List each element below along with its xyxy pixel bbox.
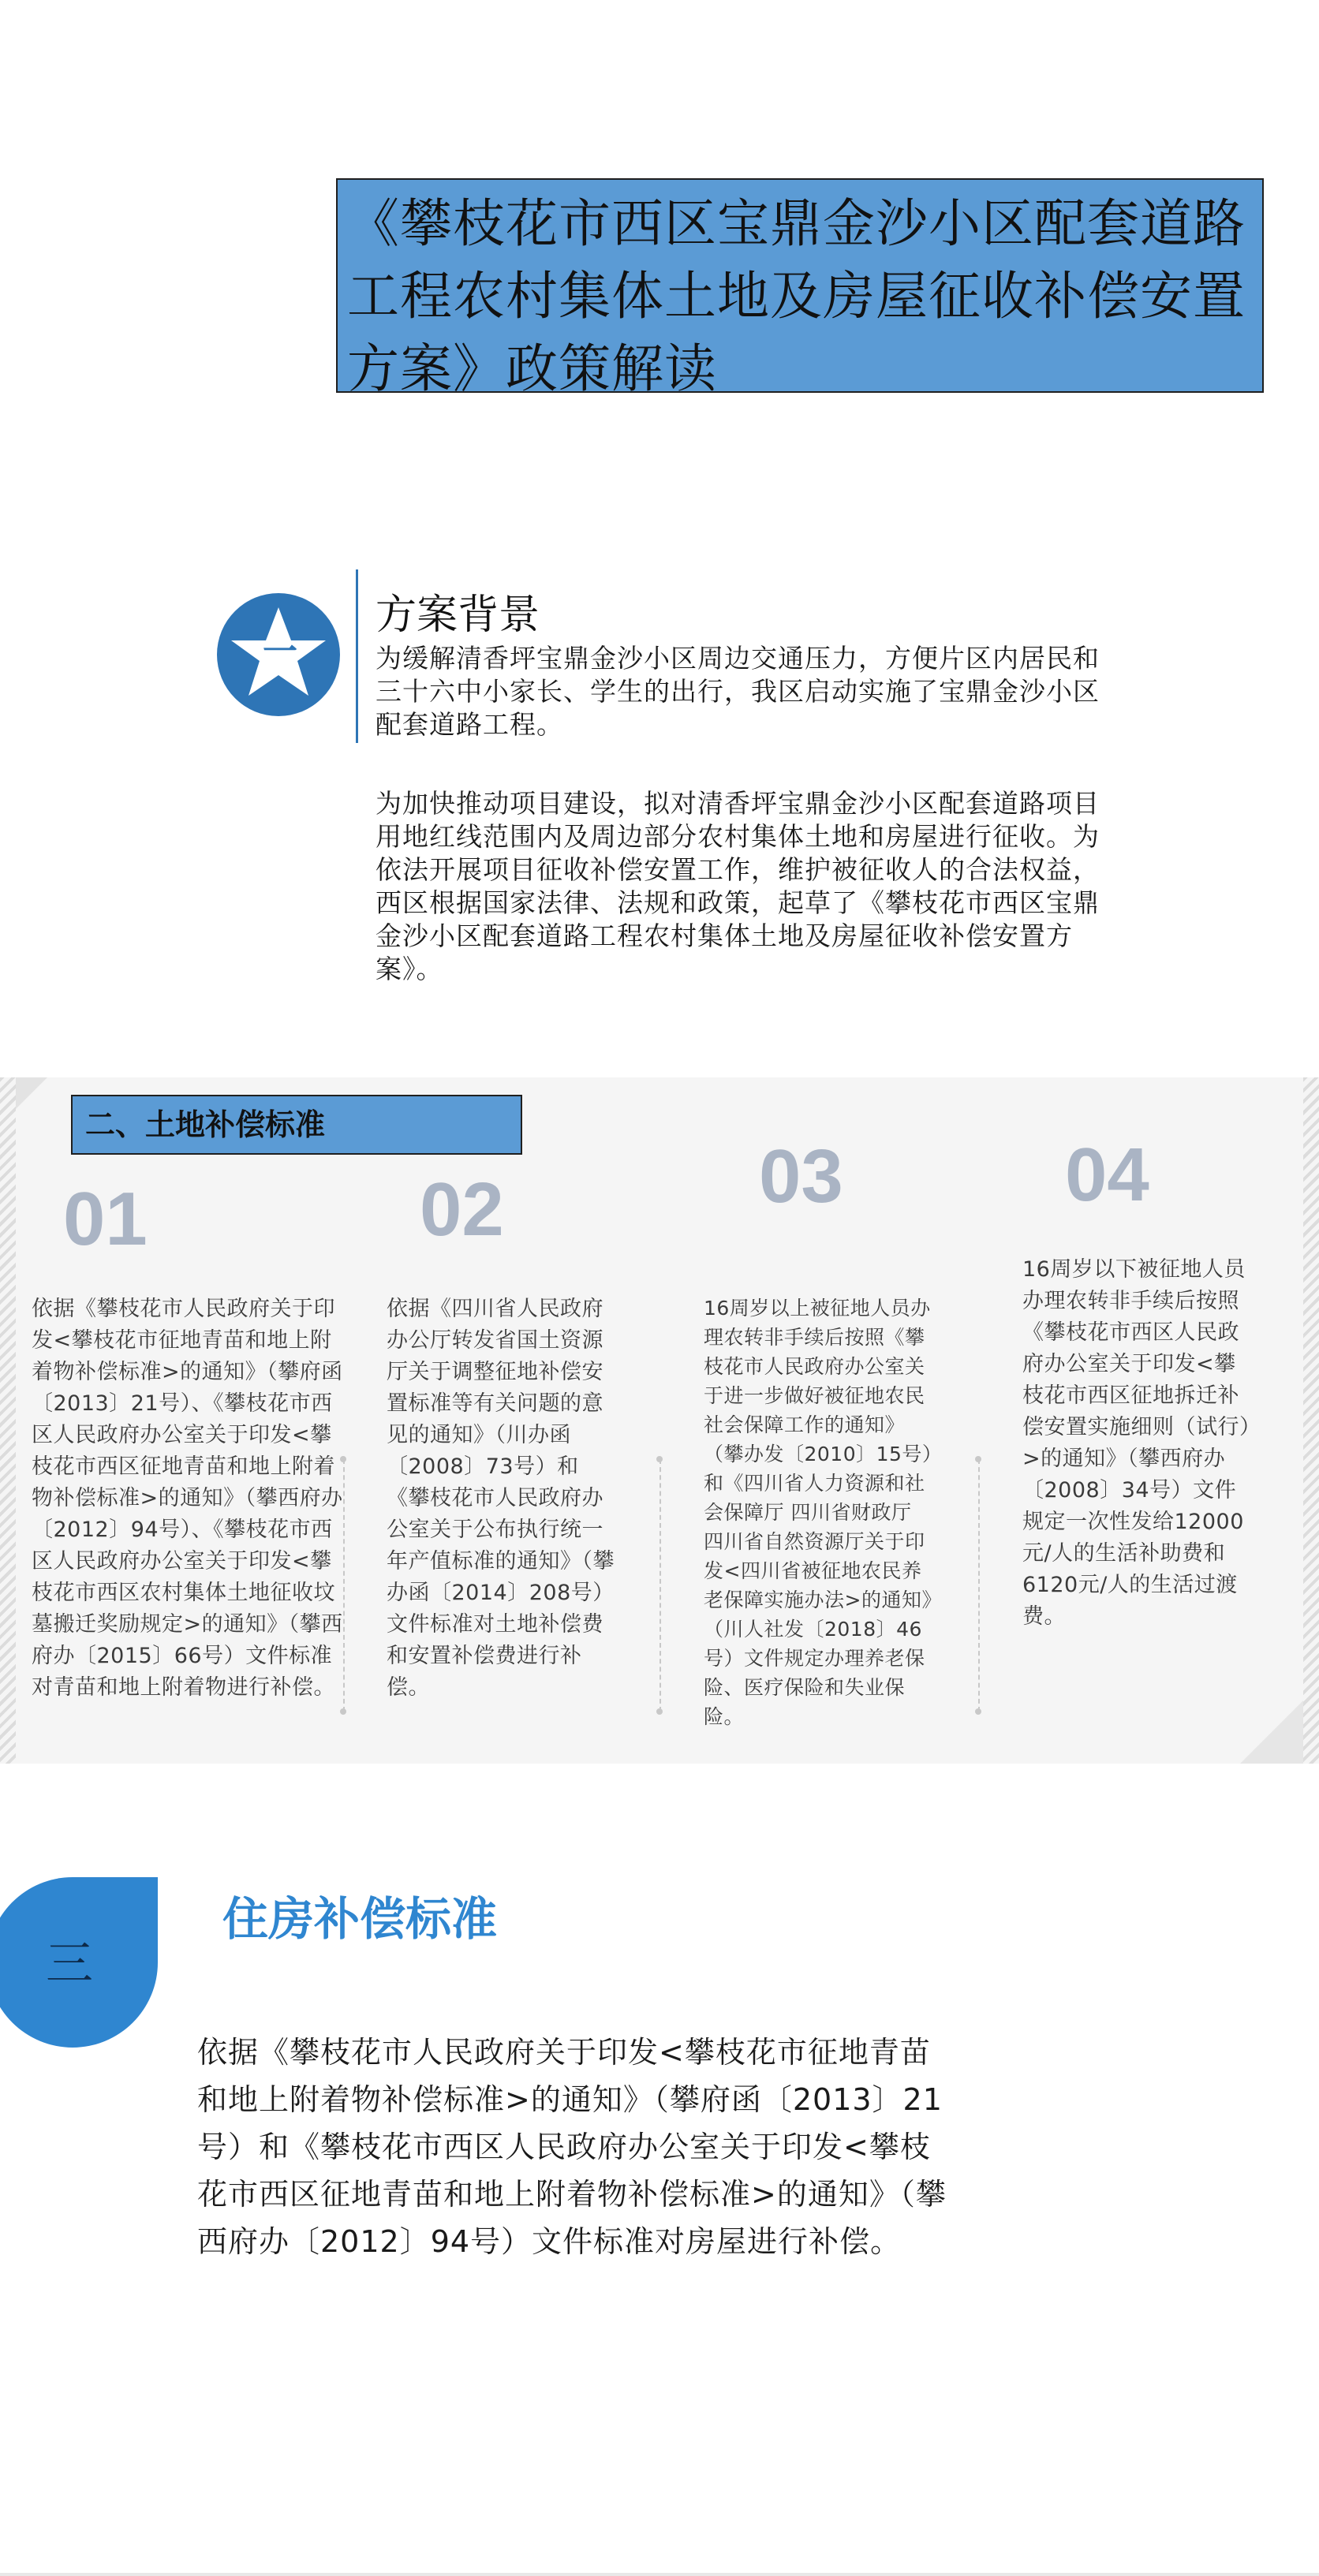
section1-divider [356, 569, 358, 743]
page-title: 《攀枝花市西区宝鼎金沙小区配套道路工程农村集体土地及房屋征收补偿安置方案》政策解读 [347, 193, 1246, 399]
band-stripe-right [1303, 1077, 1319, 1764]
column-number-01: 01 [63, 1177, 148, 1261]
column-text-04: 16周岁以下被征地人员办理农转非手续后按照《攀枝花市西区人民政府办公室关于印发<攀枝花市西区征地拆迁补偿安置实施细则（试行）>的通知》（攀西府办〔2008〕34号）文件规定一次性发给12000元/人的生活补助费和6120元/人的生活过渡费。 [1022, 1257, 1250, 1629]
section2-heading: 二、土地补偿标准 [71, 1095, 522, 1155]
column-number-04: 04 [1065, 1133, 1149, 1217]
column-text-01: 依据《攀枝花市人民政府关于印发<攀枝花市征地青苗和地上附着物补偿标准>的通知》（攀府函〔2013〕21号）、《攀枝花市西区人民政府办公室关于印发<攀枝花市西区征地青苗和地上附着物补偿标准>的通知》（攀西府办〔2012〕94号）、《攀枝花市西区人民政府办公室关于印发<攀枝花市西区农村集体土地征收坟墓搬迁奖励规定>的通知》（攀西府办〔2015〕66号）文件标准对青苗和地上附着物进行补偿。 [32, 1297, 343, 1700]
column-divider-2-dot-bottom [656, 1708, 663, 1715]
bottom-divider [0, 2573, 1319, 2576]
section3-heading: 住房补偿标准 [222, 1892, 498, 1946]
column-text-02: 依据《四川省人民政府办公厅转发省国土资源厅关于调整征地补偿安置标准等有关问题的意见的通知》（川办函〔2008〕73号）和《攀枝花市人民政府办公室关于公布执行统一年产值标准的通知》（攀办函〔2014〕208号）文件标准对土地补偿费和安置补偿费进行补偿。 [387, 1297, 615, 1700]
band-corner-top-left [16, 1077, 47, 1109]
column-divider-1-dot [340, 1456, 346, 1462]
band-corner-bottom-right [1240, 1701, 1303, 1764]
section1-badge-label: 一 [263, 632, 297, 672]
column-divider-3 [978, 1459, 980, 1712]
column-divider-1 [343, 1459, 345, 1712]
column-number-02: 02 [420, 1167, 504, 1252]
column-divider-1-dot-bottom [340, 1708, 346, 1715]
column-divider-3-dot [975, 1456, 981, 1462]
star-icon [217, 593, 340, 716]
section3-badge-label: 三 [46, 1936, 93, 1992]
column-text-03: 16周岁以上被征地人员办理农转非手续后按照《攀枝花市人民政府办公室关于进一步做好被征地农民社会保障工作的通知》（攀办发〔2010〕15号）和《四川省人力资源和社会保障厅 四川省财政厅 四川省自然资源厅关于印发<四川省被征地农民养老保障实施办法>的通知》（川人社发〔2018〕46号）文件规定办理养老保险、医疗保险和失业保险。 [704, 1297, 932, 1728]
column-number-03: 03 [759, 1134, 843, 1219]
column-divider-3-dot-bottom [975, 1708, 981, 1715]
section1-heading: 方案背景 [376, 592, 540, 639]
title-banner [336, 178, 1264, 399]
column-divider-2 [660, 1459, 661, 1712]
column-divider-2-dot [656, 1456, 663, 1462]
band-stripe-left [0, 1077, 16, 1764]
section1-paragraph-1: 为缓解清香坪宝鼎金沙小区周边交通压力，方便片区内居民和三十六中小家长、学生的出行，我区启动实施了宝鼎金沙小区配套道路工程。 [376, 643, 1100, 740]
section3-paragraph: 依据《攀枝花市人民政府关于印发<攀枝花市征地青苗和地上附着物补偿标准>的通知》（攀府函〔2013〕21号）和《攀枝花市西区人民政府办公室关于印发<攀枝花市西区征地青苗和地上附着物补偿标准>的通知》（攀西府办〔2012〕94号）文件标准对房屋进行补偿。 [197, 2035, 947, 2259]
section1-paragraph-2: 为加快推动项目建设，拟对清香坪宝鼎金沙小区配套道路项目用地红线范围内及周边部分农村集体土地和房屋进行征收。为依法开展项目征收补偿安置工作，维护被征收人的合法权益，西区根据国家法律、法规和政策，起草了《攀枝花市西区宝鼎金沙小区配套道路工程农村集体土地及房屋征收补偿安置方案》。 [376, 788, 1100, 984]
